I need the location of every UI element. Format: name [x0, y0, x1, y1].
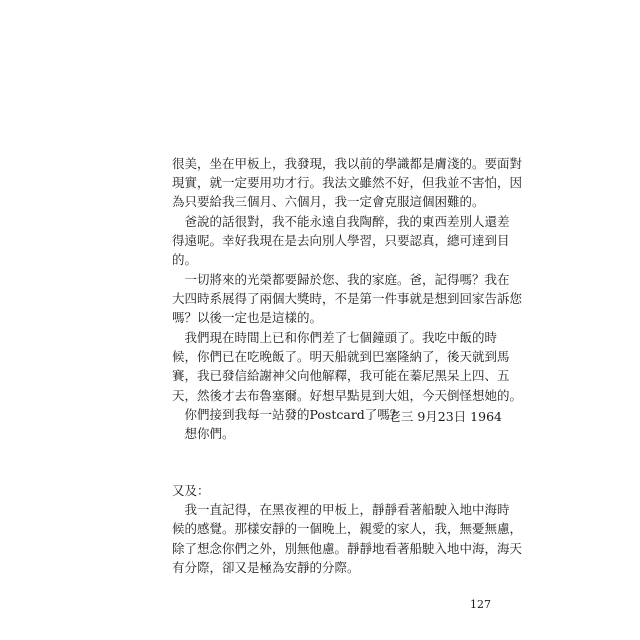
- page-number: 127: [470, 598, 491, 611]
- letter-line: 現實，就一定要用功才行。我法文雖然不好，但我並不害怕，因: [172, 175, 523, 190]
- letter-line: 為只要給我三個月、六個月，我一定會克服這個困難的。: [172, 194, 485, 209]
- postscript-line: 有分際，卻又是極為安靜的分際。: [172, 560, 360, 575]
- postscript-line: 除了想念你們之外，別無他慮。靜靜地看著船駛入地中海，海天: [172, 541, 523, 556]
- letter-line: 你們接到我每一站發的Postcard了嗎？: [172, 407, 403, 422]
- letter-closing: [172, 426, 502, 442]
- postscript-line: 我一直記得，在黑夜裡的甲板上，靜靜看著船駛入地中海時: [172, 502, 510, 517]
- signature-block: [172, 409, 502, 425]
- letter-line: 嗎？以後一定也是這樣的。: [172, 310, 323, 325]
- letter-line: 爸說的話很對，我不能永遠自我陶醉，我的東西差別人還差: [172, 214, 510, 229]
- closing-line: 想你們。: [172, 426, 235, 441]
- postscript: [172, 483, 523, 583]
- letter-line: 候，你們已在吃晚飯了。明天船就到巴塞隆納了，後天就到馬: [172, 349, 510, 364]
- postscript-heading: 又及：: [172, 483, 210, 498]
- signature: 老三 9月23日 1964: [388, 409, 502, 424]
- letter-line: 大四時系展得了兩個大獎時，不是第一件事就是想到回家告訴您: [172, 291, 523, 306]
- postscript-line: 候的感覺。那樣安靜的一個晚上，親愛的家人，我，無憂無慮，: [172, 521, 523, 536]
- letter-body: [172, 156, 523, 426]
- letter-line: 一切將來的光榮都要歸於您、我的家庭。爸，記得嗎？我在: [172, 272, 510, 287]
- letter-line: 賽，我已發信給謝神父向他解釋，我可能在蓁尼黑呆上四、五: [172, 368, 510, 383]
- letter-line: 得遠呢。幸好我現在是去向別人學習，只要認真，總可達到目: [172, 233, 510, 248]
- letter-line: 的。: [172, 252, 198, 267]
- letter-line: 很美，坐在甲板上，我發現，我以前的學識都是膚淺的。要面對: [172, 156, 523, 171]
- letter-line: 天，然後才去布魯塞爾。好想早點見到大姐，今天倒怪想她的。: [172, 388, 523, 403]
- letter-line: 我們現在時間上已和你們差了七個鐘頭了。我吃中飯的時: [172, 330, 498, 345]
